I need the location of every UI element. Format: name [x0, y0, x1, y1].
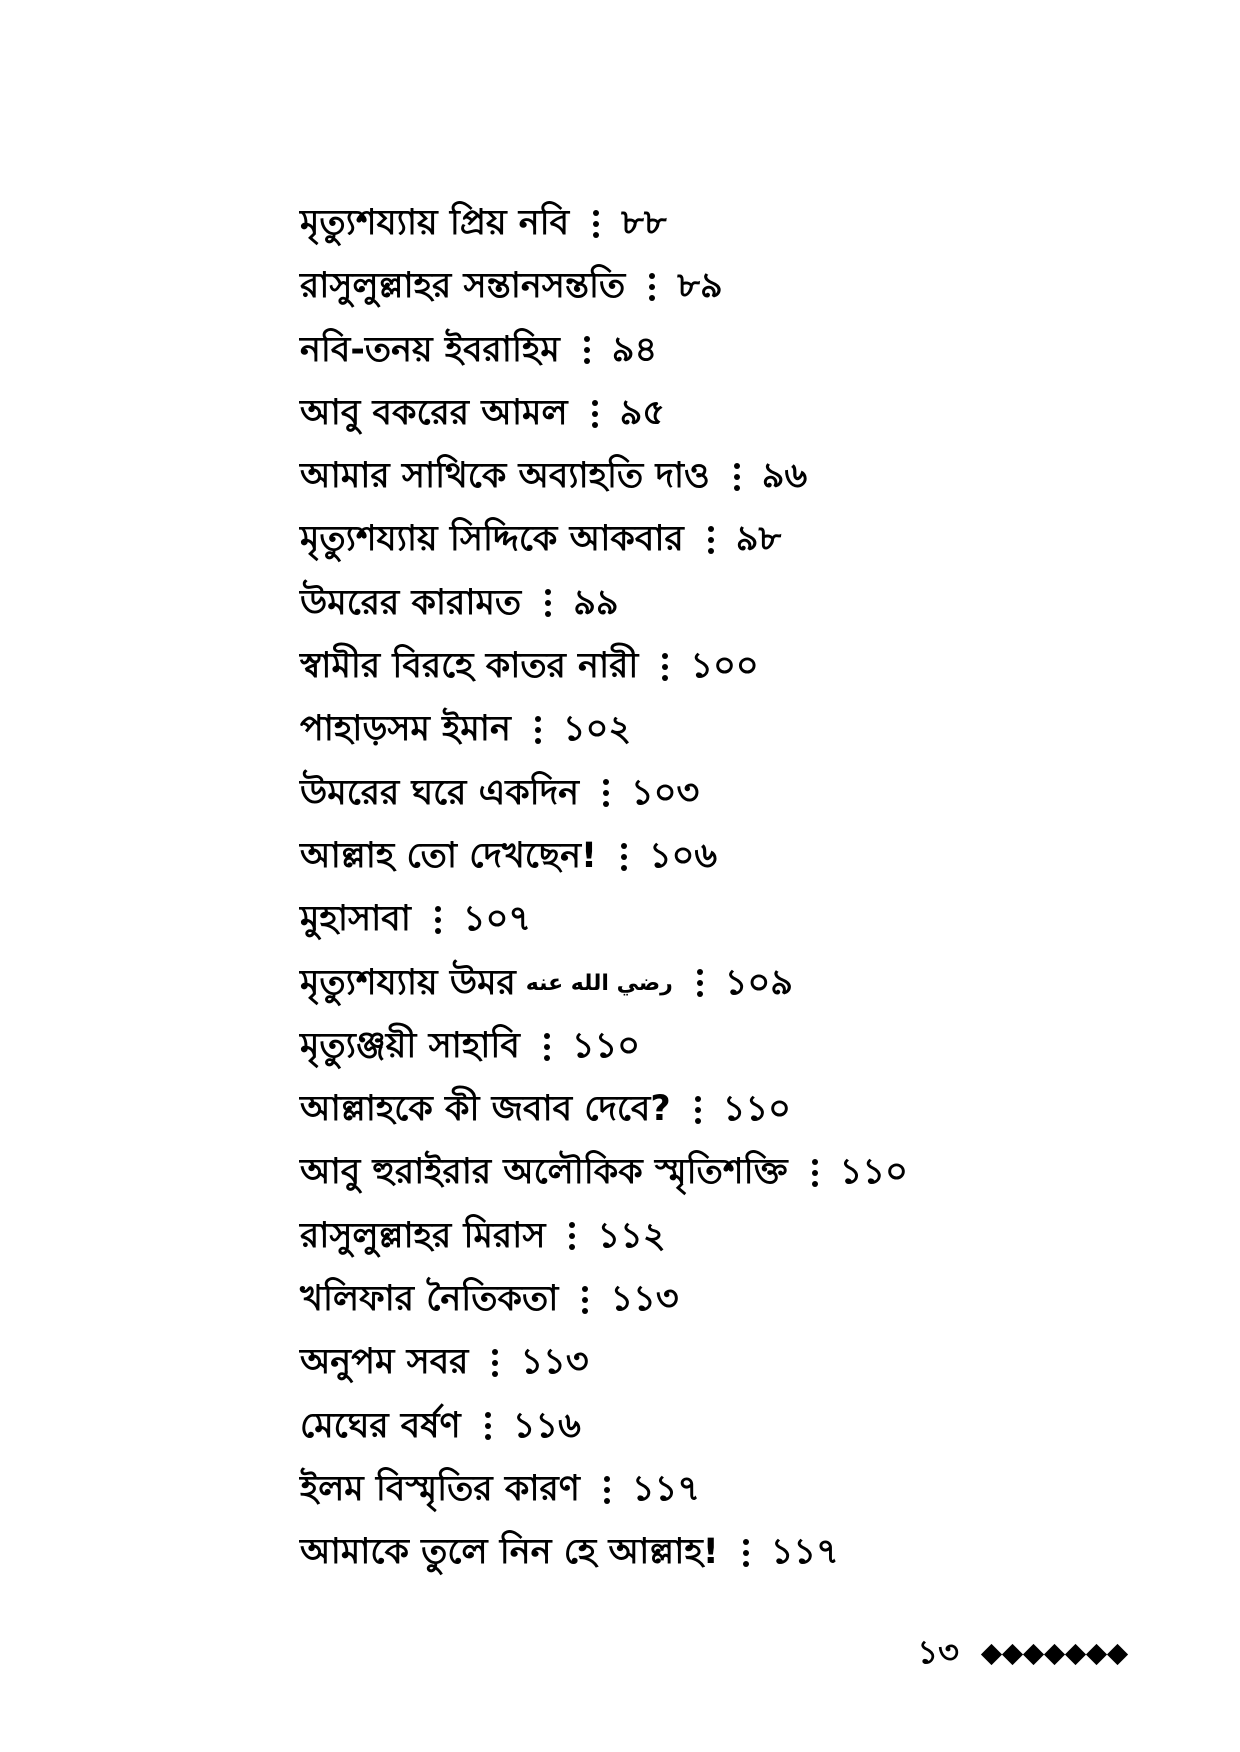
entry-title: আমার সাথিকে অব্যাহতি দাও: [300, 456, 710, 497]
vertical-dots-icon: [639, 269, 665, 305]
vertical-dots-icon: [652, 649, 678, 685]
entry-page-number: ১১২: [597, 1215, 666, 1256]
entry-title: নবি-তনয় ইবরাহিম: [300, 329, 560, 370]
entry-page-number: ১১০: [839, 1152, 908, 1193]
entry-page-number: ১১০: [571, 1025, 641, 1066]
entry-page-number: ৯৪: [611, 329, 658, 370]
vertical-dots-icon: [535, 585, 561, 621]
page-footer: [917, 1634, 1128, 1674]
vertical-dots-icon: [687, 965, 713, 1001]
vertical-dots-icon: [685, 1092, 711, 1128]
entry-page-number: ৮৯: [677, 266, 723, 307]
vertical-dots-icon: [574, 332, 600, 368]
vertical-dots-icon: [698, 522, 724, 558]
entry-page-number: ৮৮: [621, 203, 667, 243]
entry-page-number: ১১৩: [520, 1342, 589, 1383]
entry-page-number: ৯৬: [761, 456, 808, 497]
entry-page-number: ৯৯: [573, 582, 619, 623]
toc-entry: [300, 1205, 1100, 1268]
entry-title: খলিফার নৈতিকতা: [300, 1279, 559, 1320]
vertical-dots-icon: [559, 1218, 585, 1254]
entry-title: রাসুলুল্লাহর সন্তানসন্ততি: [300, 266, 626, 307]
entry-title: রাসুলুল্লাহর মিরাস: [300, 1215, 546, 1256]
entry-title: অনুপম সবর: [300, 1342, 469, 1383]
vertical-dots-icon: [593, 775, 619, 811]
entry-title: মৃত্যুঞ্জয়ী সাহাবি: [300, 1025, 520, 1066]
vertical-dots-icon: [802, 1155, 828, 1191]
toc-entry: [300, 508, 1100, 571]
entry-title: মেঘের বর্ষণ: [300, 1405, 461, 1446]
toc-entry: [300, 1458, 1100, 1521]
entry-title: মুহাসাবা: [300, 899, 411, 940]
entry-title: আবু হুরাইরার অলৌকিক স্মৃতিশক্তি: [300, 1152, 788, 1193]
toc-entry: [300, 1521, 1100, 1584]
vertical-dots-icon: [534, 1029, 560, 1065]
toc-entry: [300, 1331, 1100, 1394]
toc-entry: [300, 1395, 1100, 1458]
entry-page-number: ১০০: [690, 646, 759, 687]
toc-entry: [300, 319, 1100, 382]
toc-entry: [300, 1141, 1100, 1204]
vertical-dots-icon: [611, 839, 637, 875]
page-number: ১৩: [917, 1633, 959, 1671]
toc-entry: [300, 952, 1100, 1015]
entry-page-number: ১১৬: [512, 1405, 581, 1446]
entry-page-number: ১০২: [562, 709, 632, 750]
table-of-contents: [300, 192, 1100, 1585]
entry-title: আল্লাহকে কী জবাব দেবে?: [300, 1089, 671, 1130]
entry-page-number: ১০৭: [462, 899, 532, 940]
entry-title: স্বামীর বিরহে কাতর নারী: [300, 646, 639, 687]
toc-entry: [300, 762, 1100, 825]
entry-title: আল্লাহ তো দেখছেন!: [300, 835, 597, 876]
entry-page-number: ১১৩: [610, 1279, 679, 1320]
entry-title: উমরের ঘরে একদিন: [300, 772, 579, 813]
entry-page-number: ১১০: [722, 1089, 791, 1130]
vertical-dots-icon: [525, 712, 551, 748]
entry-page-number: ১০৯: [724, 962, 793, 1003]
vertical-dots-icon: [572, 1282, 598, 1318]
toc-entry: [300, 255, 1100, 318]
entry-title: মৃত্যুশয্যায় সিদ্দিকে আকবার: [300, 519, 684, 560]
entry-title: ইলম বিস্মৃতির কারণ: [300, 1468, 580, 1509]
entry-title: মৃত্যুশয্যায় প্রিয় নবি: [300, 203, 570, 243]
vertical-dots-icon: [594, 1472, 620, 1508]
honorific-calligraphy: رضي الله عنه: [525, 970, 673, 996]
vertical-dots-icon: [724, 459, 750, 495]
diamond-row-icon: [981, 1647, 1128, 1662]
entry-title: উমরের কারামত: [300, 582, 522, 623]
vertical-dots-icon: [482, 1345, 508, 1381]
toc-entry: [300, 698, 1100, 761]
vertical-dots-icon: [583, 206, 609, 242]
toc-entry: [300, 825, 1100, 888]
entry-page-number: ১১৭: [631, 1468, 701, 1509]
toc-entry: [300, 888, 1100, 951]
entry-title: পাহাড়সম ইমান: [300, 709, 511, 750]
toc-entry: [300, 1268, 1100, 1331]
entry-page-number: ১০৩: [630, 772, 700, 813]
toc-entry: [300, 635, 1100, 698]
vertical-dots-icon: [582, 396, 608, 432]
entry-page-number: ১১৭: [770, 1532, 839, 1573]
toc-entry: [300, 192, 1100, 255]
entry-page-number: ৯৮: [735, 519, 782, 560]
entry-title: আমাকে তুলে নিন হে আল্লাহ!: [300, 1532, 719, 1573]
entry-page-number: ১০৬: [648, 835, 718, 876]
vertical-dots-icon: [425, 902, 451, 938]
toc-entry: [300, 382, 1100, 445]
toc-entry: [300, 445, 1100, 508]
entry-title: মৃত্যুশয্যায় উমর: [300, 962, 516, 1003]
entry-title: আবু বকরের আমল: [300, 392, 568, 433]
vertical-dots-icon: [733, 1535, 759, 1571]
vertical-dots-icon: [475, 1408, 501, 1444]
toc-entry: [300, 572, 1100, 635]
entry-page-number: ৯৫: [619, 392, 665, 433]
toc-entry: [300, 1015, 1100, 1078]
toc-entry: [300, 1078, 1100, 1141]
